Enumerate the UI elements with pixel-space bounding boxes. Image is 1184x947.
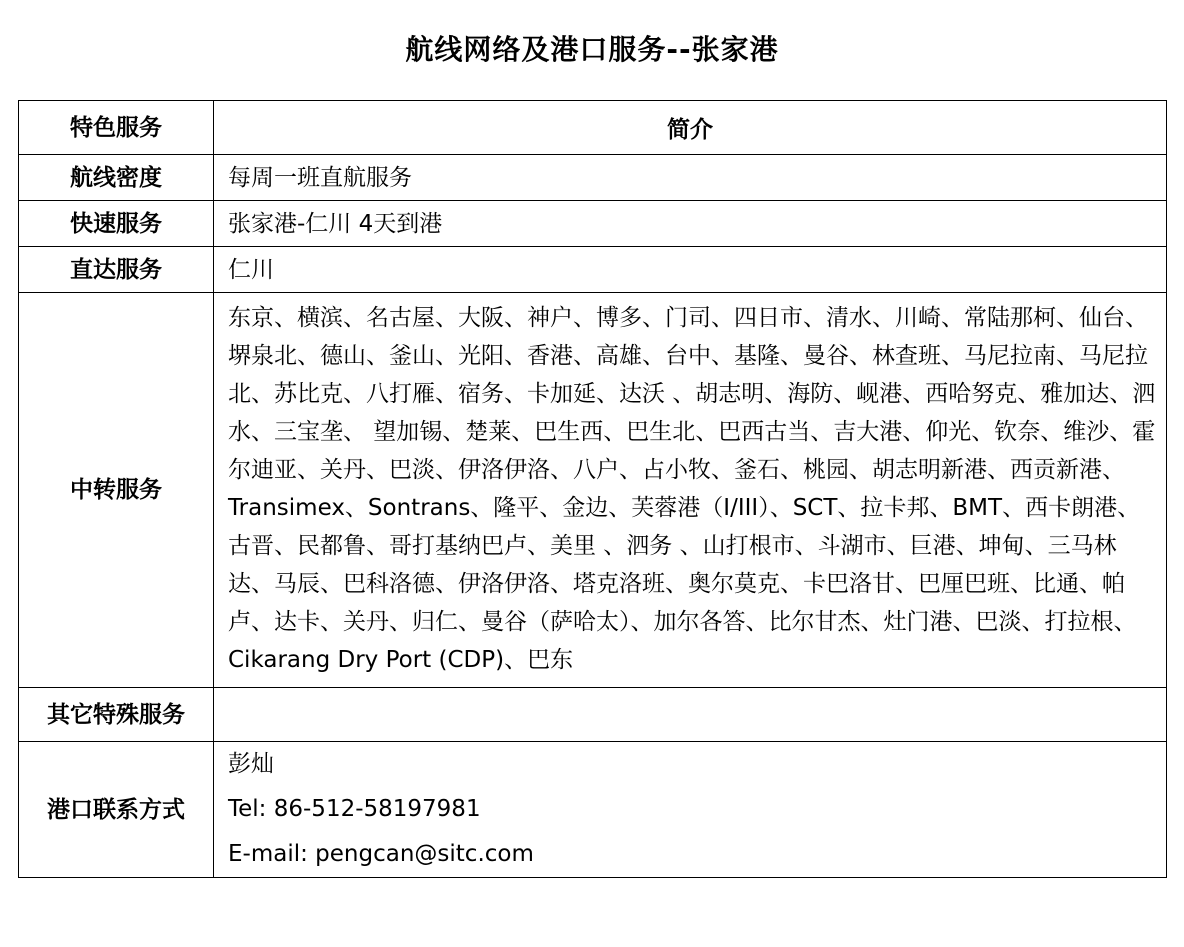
header-value-cell: 简介	[214, 101, 1167, 155]
contact-value	[214, 742, 1167, 878]
route-density-label: 航线密度	[19, 155, 214, 201]
contact-name: 彭灿	[228, 751, 274, 777]
express-value: 张家港-仁川 4天到港	[214, 201, 1167, 247]
service-table	[18, 100, 1167, 878]
table-row-route-density	[19, 155, 1167, 201]
table-row-other-special	[19, 688, 1167, 742]
contact-label: 港口联系方式	[19, 742, 214, 878]
direct-value: 仁川	[214, 247, 1167, 293]
contact-email: E-mail: pengcan@sitc.com	[228, 841, 534, 867]
table-row-direct	[19, 247, 1167, 293]
header-label-cell: 特色服务	[19, 101, 214, 155]
table-row-contact	[19, 742, 1167, 878]
table-row-transfer	[19, 293, 1167, 688]
other-special-label: 其它特殊服务	[19, 688, 214, 742]
table-row-express	[19, 201, 1167, 247]
transfer-label: 中转服务	[19, 293, 214, 688]
other-special-value	[214, 688, 1167, 742]
direct-label: 直达服务	[19, 247, 214, 293]
page-title: 航线网络及港口服务--张家港	[405, 33, 779, 66]
table-header-row	[19, 101, 1167, 155]
transfer-value: 东京、横滨、名古屋、大阪、神户、博多、门司、四日市、清水、川崎、常陆那柯、仙台、堺泉北、德山、釜山、光阳、香港、高雄、台中、基隆、曼谷、林查班、马尼拉南、马尼拉北、苏比克、八打雁、宿务、卡加延、达沃 、胡志明、海防、岘港、西哈努克、雅加达、泗水、三宝垄、 望加锡、楚莱、巴生西、巴生北、巴西古当、吉大港、仰光、钦奈、维沙、霍尔迪亚、关丹、巴淡、伊洛伊洛、八户、占小牧、釜石、桃园、胡志明新港、西贡新港、Transimex、Sontrans、隆平、金边、芙蓉港（I/III）、SCT、拉卡邦、BMT、西卡朗港、古晋、民都鲁、哥打基纳巴卢、美里 、泗务 、山打根市、斗湖市、巨港、坤甸、三马林达、马辰、巴科洛德、伊洛伊洛、塔克洛班、奥尔莫克、卡巴洛甘、巴厘巴班、比通、帕卢、达卡、关丹、归仁、曼谷（萨哈太）、加尔各答、比尔甘杰、灶门港、巴淡、打拉根、Cikarang Dry Port (CDP)、巴东	[214, 293, 1167, 688]
contact-tel: Tel: 86-512-58197981	[228, 796, 481, 822]
express-label: 快速服务	[19, 201, 214, 247]
route-density-value: 每周一班直航服务	[214, 155, 1167, 201]
